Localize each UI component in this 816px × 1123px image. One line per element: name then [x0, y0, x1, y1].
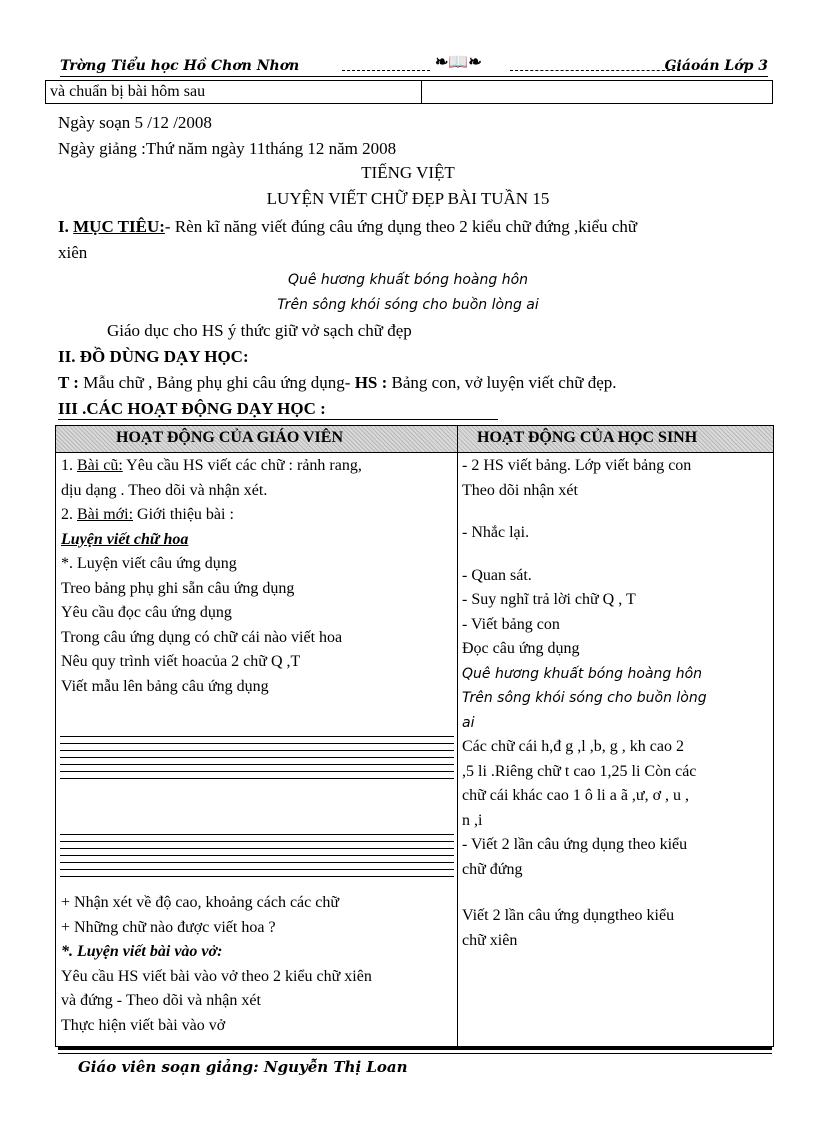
student-line: chữ đứng [462, 860, 523, 878]
teacher-line: + Những chữ nào được viết hoa ? [61, 918, 276, 936]
teacher-line: Thực hiện viết bài vào vở [61, 1016, 226, 1034]
prep-date: Ngày soạn 5 /12 /2008 [58, 113, 212, 132]
education-text: Giáo dục cho HS ý thức giữ vở sạch chữ đẹp [107, 321, 412, 340]
student-line: Các chữ cái h,đ g ,l ,b, g , kh cao 2 [462, 738, 684, 755]
student-line: Viết 2 lần câu ứng dụngtheo kiểu [462, 907, 675, 924]
continued-text: và chuẩn bị bài hôm sau [50, 83, 206, 100]
student-line: Quê hương khuất bóng hoàng hôn [462, 665, 703, 682]
teacher-column-header: HOẠT ĐỘNG CỦA GIÁO VIÊN [116, 429, 343, 446]
student-line: ,5 li .Riêng chữ t cao 1,25 li Còn các [462, 762, 697, 780]
teacher-line: Yêu cầu đọc câu ứng dụng [61, 604, 232, 621]
student-line: - Quan sát. [462, 566, 532, 584]
poem-line-1: Quê hương khuất bóng hoàng hôn [287, 272, 529, 288]
activities-table [55, 425, 774, 1047]
header-dashes-left [342, 70, 430, 71]
school-name: Trờng Tiểu học Hồ Chơn Nhơn [60, 58, 300, 74]
student-line: - Viết 2 lần câu ứng dụng theo kiểu [462, 836, 688, 853]
student-label: HS : [350, 373, 388, 392]
subject-label: Giáoán Lớp 3 [664, 58, 768, 74]
lesson-title: LUYỆN VIẾT CHỮ ĐẸP BÀI TUẦN 15 [266, 189, 550, 208]
teacher-label: T : [58, 373, 79, 392]
student-line: Theo dõi nhận xét [462, 481, 578, 499]
teacher-line: Nêu quy trình viết hoacủa 2 chữ Q ,T [61, 653, 301, 670]
activities-heading: III .CÁC HOẠT ĐỘNG DẠY HỌC : [58, 399, 498, 420]
table-header [56, 426, 773, 453]
page-header [60, 52, 768, 78]
materials-line [58, 373, 617, 393]
teacher-line: dịu dạng . Theo dõi và nhận xét. [61, 481, 268, 499]
student-line: chữ cái khác cao 1 ô li a ã ,ư, ơ , u , [462, 787, 690, 804]
student-line: - Nhắc lại. [462, 524, 530, 541]
header-rule [60, 76, 768, 77]
teacher-line: và đứng - Theo dõi và nhận xét [61, 992, 261, 1009]
continued-cell [46, 81, 422, 103]
book-ornament-icon: ❧📖❧ [435, 52, 482, 71]
footer-rule-thick [58, 1047, 772, 1050]
teacher-activities [61, 454, 451, 699]
student-line: - 2 HS viết bảng. Lớp viết bảng con [462, 457, 692, 474]
teacher-line: Yêu cầu HS viết bài vào vở theo 2 kiểu chữ xiên [61, 967, 372, 985]
teacher-line: Viết mẫu lên bảng câu ứng dụng [61, 677, 269, 695]
footer-rule-thin [58, 1053, 772, 1054]
teacher-line: Luyện viết chữ hoa [61, 530, 189, 548]
teacher-credit: Giáo viên soạn giảng: Nguyễn Thị Loan [78, 1058, 408, 1076]
student-line: - Viết bảng con [462, 615, 560, 633]
teach-date: Ngày giảng :Thứ năm ngày 11tháng 12 năm 2008 [58, 139, 397, 158]
poem-line-2: Trên sông khói sóng cho buồn lòng ai [277, 297, 539, 313]
objectives-text: - Rèn kĩ năng viết đúng câu ứng dụng theo 2 kiểu chữ đứng ,kiểu chữ [164, 217, 638, 236]
teacher-line: Trong câu ứng dụng có chữ cái nào viết hoa [61, 628, 343, 646]
continued-table-row [45, 80, 773, 104]
objectives-num: I. [58, 217, 69, 236]
teacher-line: + Nhận xét về độ cao, khoảng cách các chữ [61, 894, 340, 911]
teacher-line: Treo bảng phụ ghi sẵn câu ứng dụng [61, 579, 295, 597]
objectives-heading: MỤC TIÊU: [73, 217, 165, 236]
student-column-header: HOẠT ĐỘNG CỦA HỌC SINH [477, 429, 698, 446]
student-line: ai [462, 714, 475, 731]
teacher-materials: Mẫu chữ , Bảng phụ ghi câu ứng dụng- [78, 373, 351, 392]
teacher-line: 1. Bài cũ: Yêu cầu HS viết các chữ : rảnh rang, [61, 457, 362, 474]
student-line: - Suy nghĩ trả lời chữ Q , T [462, 591, 636, 608]
teacher-activities-2 [61, 891, 451, 1038]
teacher-line: *. Luyện viết câu ứng dụng [61, 555, 237, 572]
header-dashes-right [510, 70, 680, 71]
objectives-line [58, 217, 637, 237]
materials-heading: II. ĐỒ DÙNG DẠY HỌC: [58, 347, 249, 366]
teacher-line: *. Luyện viết bài vào vở: [61, 943, 223, 960]
student-line: Trên sông khói sóng cho buồn lòng [462, 690, 707, 706]
writing-lines-1 [60, 736, 454, 785]
writing-lines-2 [60, 834, 454, 883]
student-line: Đọc câu ứng dụng [462, 640, 580, 657]
student-materials: Bảng con, vở luyện viết chữ đẹp. [387, 373, 617, 392]
subject-title: TIẾNG VIỆT [361, 163, 455, 182]
student-activities [462, 454, 767, 953]
student-line: n ,i [462, 811, 483, 829]
column-divider [457, 426, 458, 1046]
teacher-line: 2. Bài mới: Giới thiệu bài : [61, 506, 234, 523]
objectives-text-2: xiên [58, 243, 88, 262]
student-line: chữ xiên [462, 931, 518, 949]
